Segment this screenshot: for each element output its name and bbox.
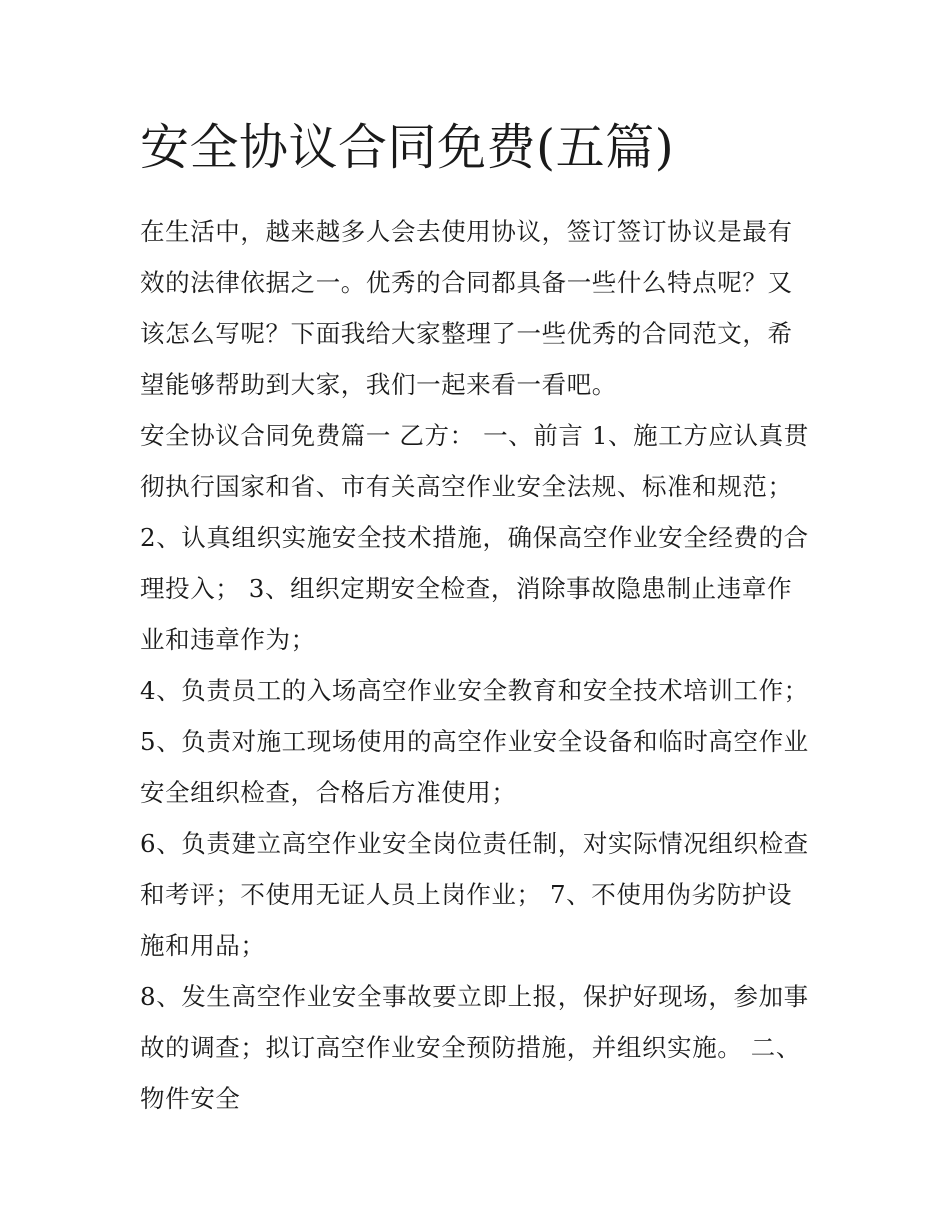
paragraph-items-6-7: 6、负责建立高空作业安全岗位责任制，对实际情况组织检查和考评；不使用无证人员上岗作业； 7、不使用伪劣防护设施和用品； (140, 829, 809, 960)
document-title: 安全协议合同免费(五篇) (140, 119, 675, 176)
intro-paragraph: 在生活中，越来越多人会去使用协议，签订签订协议是最有效的法律依据之一。优秀的合同都具备一些什么特点呢？又该怎么写呢？下面我给大家整理了一些优秀的合同范文，希望能够帮助到大家，我们一起来看一看吧。 (140, 217, 793, 399)
paragraph-item-8: 8、发生高空作业安全事故要立即上报，保护好现场，参加事故的调查；拟订高空作业安全预防措施，并组织实施。 二、物件安全 (140, 982, 809, 1113)
paragraph-items-2-3: 2、认真组织实施安全技术措施，确保高空作业安全经费的合理投入； 3、组织定期安全检查，消除事故隐患制止违章作业和违章作为； (140, 523, 809, 654)
paragraph-item-4: 4、负责员工的入场高空作业安全教育和安全技术培训工作； (140, 676, 809, 705)
document-page (140, 112, 816, 1124)
paragraph-item-5: 5、负责对施工现场使用的高空作业安全设备和临时高空作业安全组织检查，合格后方准使用； (140, 727, 809, 807)
paragraph-section-one-preface: 安全协议合同免费篇一 乙方： 一、前言 1、施工方应认真贯彻执行国家和省、市有关高空作业安全法规、标准和规范； (140, 421, 809, 501)
